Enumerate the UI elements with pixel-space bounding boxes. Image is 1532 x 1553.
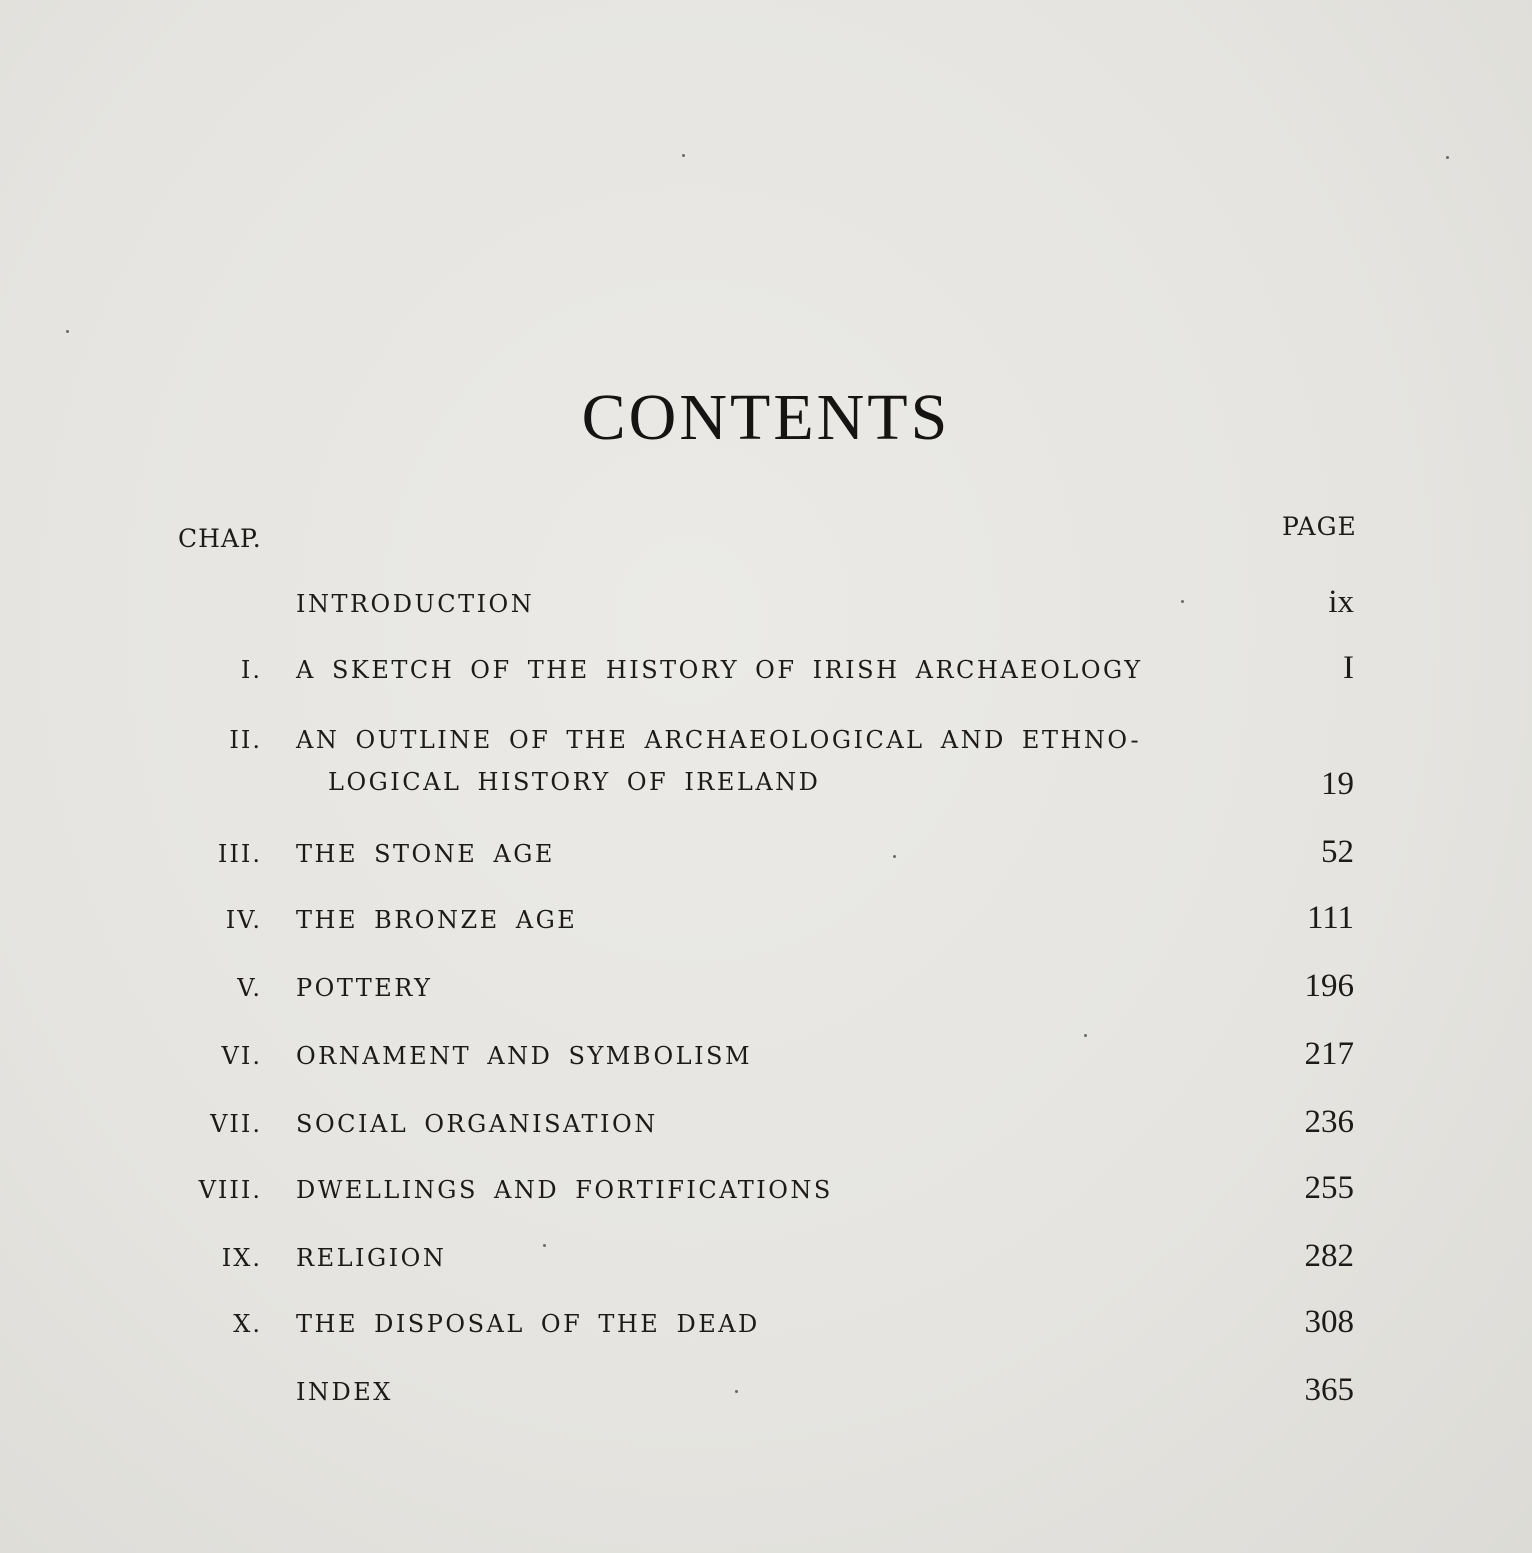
page-number: 365 bbox=[1304, 1372, 1354, 1408]
page-number: 52 bbox=[1321, 834, 1354, 870]
page-number: 282 bbox=[1304, 1238, 1354, 1274]
chapter-title: DWELLINGS AND FORTIFICATIONS bbox=[296, 1176, 833, 1204]
page-number: 19 bbox=[1321, 766, 1354, 802]
paper-speck bbox=[543, 1244, 546, 1247]
chapter-title: THE STONE AGE bbox=[296, 840, 555, 868]
chapter-title: ORNAMENT AND SYMBOLISM bbox=[296, 1042, 753, 1070]
chapter-title: SOCIAL ORGANISATION bbox=[296, 1110, 658, 1138]
toc-entry bbox=[0, 726, 1532, 802]
toc-entry bbox=[0, 968, 1532, 1014]
page-number: 255 bbox=[1304, 1170, 1354, 1206]
page-column-header: PAGE bbox=[1282, 512, 1357, 541]
page-number: 308 bbox=[1304, 1304, 1354, 1340]
chapter-number: VII. bbox=[210, 1110, 262, 1138]
chapter-number: IX. bbox=[221, 1244, 262, 1272]
chapter-column-header: CHAP. bbox=[178, 524, 262, 553]
toc-entry bbox=[0, 834, 1532, 880]
chapter-number: II. bbox=[229, 726, 262, 754]
page-number: 196 bbox=[1304, 968, 1354, 1004]
toc-entry bbox=[0, 900, 1532, 946]
chapter-title: INDEX bbox=[296, 1378, 393, 1406]
chapter-number: V. bbox=[237, 974, 262, 1002]
chapter-title: THE BRONZE AGE bbox=[296, 906, 578, 934]
paper-speck bbox=[66, 330, 69, 333]
paper-speck bbox=[1181, 600, 1184, 603]
page-number: ix bbox=[1328, 584, 1354, 620]
toc-entry bbox=[0, 1036, 1532, 1082]
chapter-number: VIII. bbox=[198, 1176, 262, 1204]
toc-entry bbox=[0, 1304, 1532, 1350]
chapter-title: RELIGION bbox=[296, 1244, 447, 1272]
page-number: 217 bbox=[1304, 1036, 1354, 1072]
paper-speck bbox=[735, 1390, 738, 1393]
chapter-number: I. bbox=[240, 656, 262, 684]
toc-entry bbox=[0, 1170, 1532, 1216]
chapter-title: POTTERY bbox=[296, 974, 433, 1002]
chapter-title-continuation: LOGICAL HISTORY OF IRELAND bbox=[328, 768, 821, 796]
chapter-title: AN OUTLINE OF THE ARCHAEOLOGICAL AND ETHNO- bbox=[296, 726, 1142, 754]
chapter-title: INTRODUCTION bbox=[296, 590, 535, 618]
toc-entry bbox=[0, 1238, 1532, 1284]
paper-speck bbox=[1446, 156, 1449, 159]
toc-entry bbox=[0, 584, 1532, 630]
page-number: 236 bbox=[1304, 1104, 1354, 1140]
page-title: CONTENTS bbox=[581, 381, 951, 454]
chapter-title: THE DISPOSAL OF THE DEAD bbox=[296, 1310, 760, 1338]
chapter-number: IV. bbox=[225, 906, 262, 934]
chapter-number: III. bbox=[217, 840, 262, 868]
chapter-number: VI. bbox=[221, 1042, 262, 1070]
toc-entry bbox=[0, 1372, 1532, 1418]
paper-speck bbox=[893, 855, 896, 858]
toc-entry bbox=[0, 1104, 1532, 1150]
toc-entry bbox=[0, 650, 1532, 696]
chapter-title: A SKETCH OF THE HISTORY OF IRISH ARCHAEOLOGY bbox=[296, 656, 1143, 684]
page-number: 111 bbox=[1306, 900, 1354, 936]
chapter-number: X. bbox=[233, 1310, 262, 1338]
paper-speck bbox=[1084, 1034, 1087, 1037]
page-number: I bbox=[1343, 650, 1354, 686]
paper-speck bbox=[682, 154, 685, 157]
